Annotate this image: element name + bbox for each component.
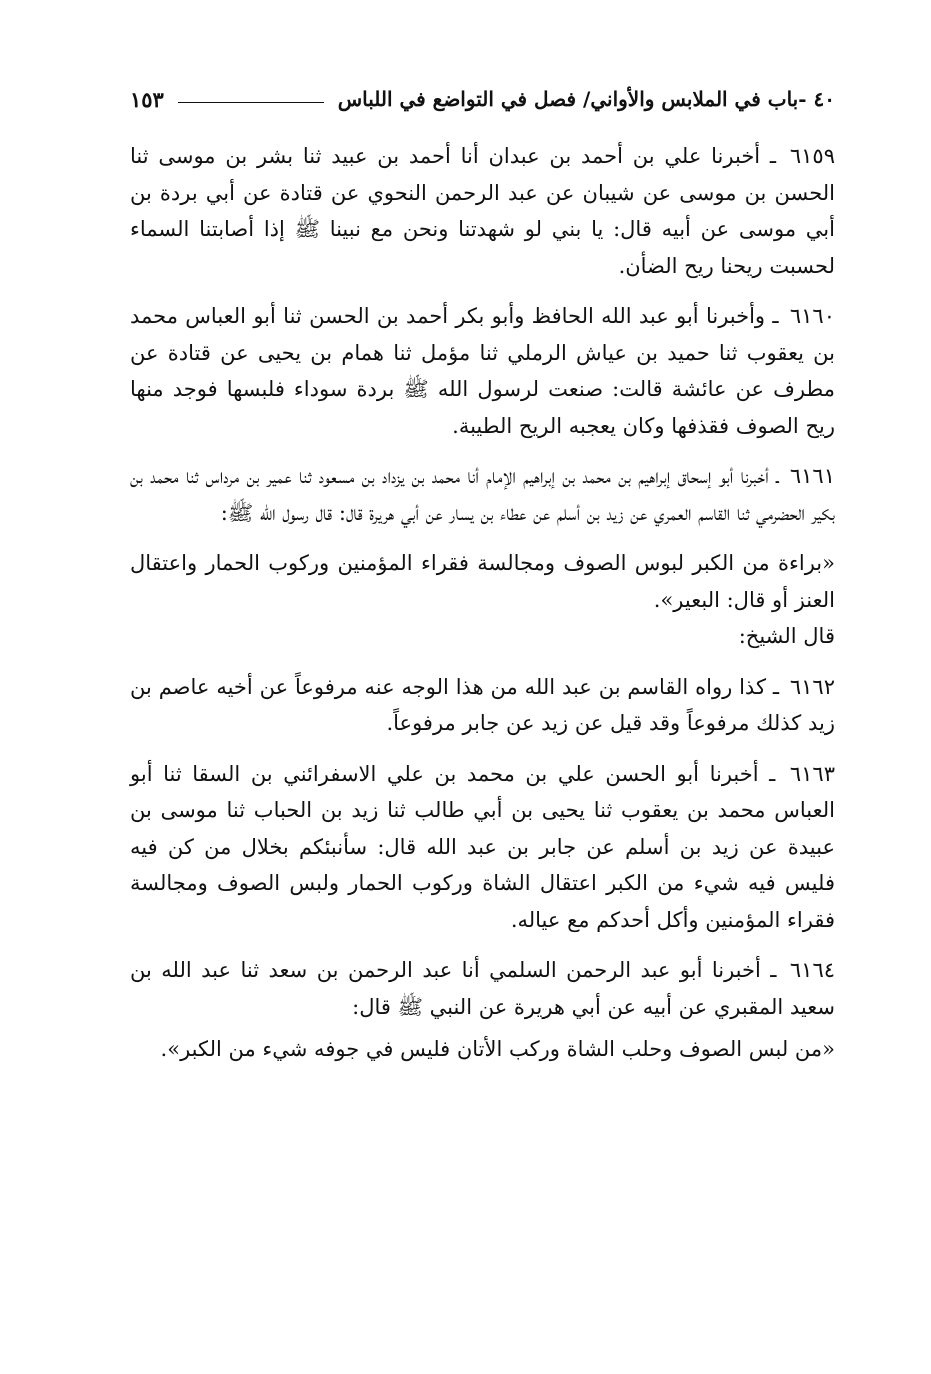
prophetic-quote-1: «براءة من الكبر لبوس الصوف ومجالسة فقراء المؤمنين وركوب الحمار واعتقال العنز أو قال: البعير». (130, 551, 835, 612)
hadith-number: ٦١٦٢ (789, 674, 835, 699)
hadith-number: ٦١٥٩ (789, 144, 835, 168)
hadith-text: ـ أخبرنا أبو إسحاق إبراهيم بن محمد بن إبراهيم الإمام أنا محمد بن يزداد بن مسعود ثنا عمير بن مرداس ثنا محمد بن بكير الحضرمي ثنا القاسم العمري عن زيد بن أسلم عن عطاء بن يسار عن أبي هريرة قال: قال رسول الله ﷺ: (130, 464, 835, 525)
hadith-number: ٦١٦٣ (789, 761, 835, 786)
hadith-text: ـ أخبرنا علي بن أحمد بن عبدان أنا أحمد بن عبيد ثنا بشر بن موسى ثنا الحسن بن موسى عن شيبان عن عبد الرحمن النحوي عن قتادة عن أبي بردة بن أبي موسى عن أبيه قال: يا بني لو شهدتنا ونحن مع نبينا ﷺ إذا أصابتنا السماء لحسبت ريحنا ريح الضأن. (130, 144, 835, 278)
hadith-number: ٦١٦٠ (789, 304, 835, 328)
prophetic-quote-2: «من لبس الصوف وحلب الشاة وركب الأتان فليس في جوفه شيء من الكبر». (160, 1037, 835, 1061)
hadith-6163 (130, 756, 835, 939)
hadith-text: ـ أخبرنا أبو عبد الرحمن السلمي أنا عبد الرحمن بن سعد ثنا عبد الله بن سعيد المقبري عن أبيه عن أبي هريرة عن النبي ﷺ قال: (130, 958, 835, 1019)
running-header (130, 82, 835, 116)
hadith-number: ٦١٦١ (789, 464, 835, 488)
hadith-text: ـ أخبرنا أبو الحسن علي بن محمد بن علي الاسفرائني بن السقا ثنا أبو العباس محمد بن يعقوب ثنا يحيى بن أبي طالب ثنا زيد بن الحباب ثنا موسى بن عبيدة عن زيد بن أسلم عن جابر بن عبد الله قال: سأنبئكم بخلال من كن فيه فليس فيه شيء من الكبر اعتقال الشاة وركوب الحمار ولبس الصوف ومجالسة فقراء المؤمنين وأكل أحدكم مع عياله. (130, 761, 835, 932)
page-body (130, 138, 835, 1068)
hadith-6164 (130, 952, 835, 1025)
chapter-title: ٤٠ -باب في الملابس والأواني/ فصل في التواضع في اللباس (337, 87, 835, 111)
hadith-number: ٦١٦٤ (789, 958, 836, 982)
hadith-text: ـ كذا رواه القاسم بن عبد الله من هذا الوجه عنه مرفوعاً عن أخيه عاصم بن زيد كذلك مرفوعاً وقد قيل عن زيد عن جابر مرفوعاً. (130, 674, 835, 735)
hadith-6159 (130, 138, 835, 284)
hadith-6162 (130, 669, 835, 742)
hadith-6160 (130, 298, 835, 444)
hadith-text: ـ وأخبرنا أبو عبد الله الحافظ وأبو بكر أحمد بن الحسن ثنا أبو العباس محمد بن يعقوب ثنا حميد بن عياش الرملي ثنا مؤمل ثنا همام بن يحيى عن قتادة عن مطرف عن عائشة قالت: صنعت لرسول الله ﷺ بردة سوداء فلبسها فوجد منها ريح الصوف فقذفها وكان يعجبه الريح الطيبة. (130, 304, 835, 438)
page-number: ١٥٣ (130, 86, 164, 112)
hadith-6161 (130, 458, 835, 531)
shaykh-label: قال الشيخ: (738, 624, 835, 648)
header-rule (178, 102, 324, 103)
